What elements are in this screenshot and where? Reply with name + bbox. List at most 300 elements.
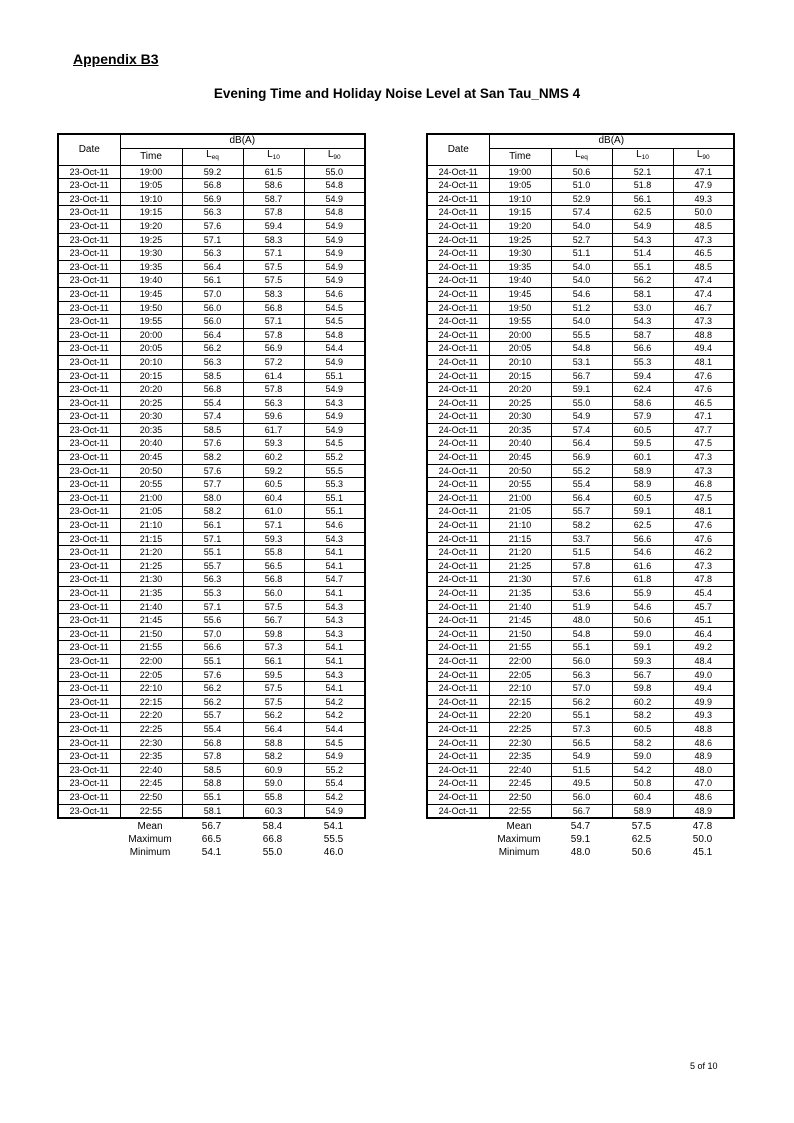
cell-leq: 58.2 [182,505,243,519]
cell-l90: 48.9 [673,804,734,818]
cell-l10: 61.6 [612,559,673,573]
cell-date: 24-Oct-11 [427,179,489,193]
cell-l10: 59.0 [243,777,304,791]
cell-l90: 54.2 [304,709,365,723]
table-row [427,165,734,179]
cell-l10: 59.6 [243,410,304,424]
cell-l90: 54.7 [304,573,365,587]
cell-time: 21:00 [489,491,551,505]
cell-time: 19:45 [489,287,551,301]
cell-l10: 59.3 [243,437,304,451]
cell-l10: 59.5 [243,668,304,682]
cell-leq: 58.5 [182,423,243,437]
cell-l90: 54.9 [304,423,365,437]
cell-time: 22:10 [489,682,551,696]
table-row [427,546,734,560]
cell-date: 24-Oct-11 [427,804,489,818]
cell-date: 24-Oct-11 [427,505,489,519]
table-row [427,369,734,383]
cell-leq: 56.7 [551,804,612,818]
cell-time: 21:20 [120,546,182,560]
cell-leq: 56.3 [551,668,612,682]
table-row [58,587,365,601]
cell-l90: 54.5 [304,315,365,329]
cell-leq: 54.0 [551,260,612,274]
cell-l10: 57.1 [243,315,304,329]
cell-leq: 53.7 [551,532,612,546]
cell-l90: 49.0 [673,668,734,682]
cell-l90: 46.5 [673,247,734,261]
cell-date: 23-Oct-11 [58,464,120,478]
cell-date: 23-Oct-11 [58,600,120,614]
stat-row-mean [426,820,735,833]
cell-leq: 58.0 [182,491,243,505]
cell-date: 24-Oct-11 [427,464,489,478]
cell-leq: 56.0 [182,315,243,329]
cell-time: 20:20 [489,383,551,397]
cell-time: 21:45 [120,614,182,628]
cell-l90: 54.9 [304,233,365,247]
stat-leq: 66.5 [201,834,222,846]
cell-time: 21:00 [120,491,182,505]
cell-time: 22:30 [120,736,182,750]
summary-statistics [57,820,366,859]
cell-date: 24-Oct-11 [427,682,489,696]
cell-leq: 51.1 [551,247,612,261]
column-header-l90 [304,149,365,166]
cell-leq: 56.1 [182,274,243,288]
cell-l10: 52.1 [612,165,673,179]
stat-leq: 59.1 [570,834,591,846]
cell-time: 22:40 [489,763,551,777]
cell-date: 23-Oct-11 [58,790,120,804]
cell-time: 19:20 [489,219,551,233]
cell-leq: 55.7 [551,505,612,519]
stat-l90: 45.1 [692,847,713,859]
cell-time: 19:00 [120,165,182,179]
cell-date: 23-Oct-11 [58,614,120,628]
table-row [58,451,365,465]
cell-l10: 58.7 [612,328,673,342]
cell-leq: 58.1 [182,804,243,818]
table-row [58,478,365,492]
cell-leq: 55.5 [551,328,612,342]
cell-date: 23-Oct-11 [58,192,120,206]
leq-subscript: eq [580,154,588,161]
stat-spacer [426,846,488,859]
cell-l90: 54.1 [304,546,365,560]
cell-l90: 46.2 [673,546,734,560]
stat-leq: 54.7 [570,821,591,833]
cell-l90: 55.1 [304,505,365,519]
cell-l10: 58.3 [243,287,304,301]
table-row [58,682,365,696]
leq-subscript: eq [211,154,219,161]
cell-date: 23-Oct-11 [58,763,120,777]
table-row [58,573,365,587]
cell-time: 20:15 [489,369,551,383]
cell-l90: 55.0 [304,165,365,179]
cell-date: 23-Oct-11 [58,491,120,505]
cell-time: 22:15 [120,695,182,709]
cell-date: 24-Oct-11 [427,532,489,546]
cell-date: 24-Oct-11 [427,396,489,410]
cell-l10: 58.3 [243,233,304,247]
stat-spacer [57,846,119,859]
cell-l10: 56.1 [243,654,304,668]
cell-l10: 61.4 [243,369,304,383]
cell-leq: 56.1 [182,519,243,533]
stat-l90: 50.0 [692,834,713,846]
cell-time: 21:40 [489,600,551,614]
cell-date: 23-Oct-11 [58,355,120,369]
cell-time: 20:45 [489,451,551,465]
cell-time: 19:15 [120,206,182,220]
noise-table-23-oct [57,133,366,859]
stat-leq: 56.7 [201,821,222,833]
cell-date: 24-Oct-11 [427,763,489,777]
table-row [58,233,365,247]
cell-l90: 54.5 [304,736,365,750]
cell-time: 21:25 [120,559,182,573]
cell-l90: 54.4 [304,342,365,356]
cell-l10: 57.5 [243,600,304,614]
cell-l90: 54.2 [304,695,365,709]
cell-leq: 57.1 [182,532,243,546]
stat-row-minimum [426,846,735,859]
cell-l10: 60.2 [243,451,304,465]
cell-l90: 54.9 [304,192,365,206]
cell-date: 23-Oct-11 [58,423,120,437]
cell-l90: 55.2 [304,451,365,465]
table-row [427,695,734,709]
cell-l90: 54.6 [304,287,365,301]
l-prefix: L [636,149,642,160]
cell-leq: 54.0 [551,274,612,288]
table-row [427,614,734,628]
table-row [58,396,365,410]
cell-leq: 57.0 [182,287,243,301]
cell-l10: 56.1 [612,192,673,206]
column-header-l10 [612,149,673,166]
cell-time: 21:10 [120,519,182,533]
stat-label: Maximum [128,834,172,846]
cell-l10: 58.9 [612,804,673,818]
cell-leq: 57.4 [182,410,243,424]
column-header-date: Date [427,134,489,165]
cell-l10: 57.8 [243,383,304,397]
cell-leq: 54.0 [551,315,612,329]
cell-leq: 55.4 [551,478,612,492]
appendix-heading: Appendix B3 [73,51,159,67]
cell-date: 23-Oct-11 [58,668,120,682]
cell-l10: 56.7 [243,614,304,628]
cell-l10: 62.5 [612,519,673,533]
cell-date: 24-Oct-11 [427,587,489,601]
cell-date: 23-Oct-11 [58,709,120,723]
table-row [427,559,734,573]
table-row [427,437,734,451]
cell-leq: 55.1 [182,654,243,668]
table-row [427,641,734,655]
cell-date: 24-Oct-11 [427,369,489,383]
cell-l90: 49.3 [673,192,734,206]
cell-leq: 55.3 [182,587,243,601]
cell-l90: 54.1 [304,682,365,696]
stat-l10: 66.8 [262,834,283,846]
cell-l90: 45.7 [673,600,734,614]
cell-leq: 56.9 [551,451,612,465]
cell-date: 23-Oct-11 [58,736,120,750]
cell-l10: 58.7 [243,192,304,206]
cell-l10: 59.8 [243,627,304,641]
stat-l90: 54.1 [323,821,344,833]
cell-l10: 54.3 [612,233,673,247]
table-row [58,532,365,546]
cell-l10: 59.4 [612,369,673,383]
cell-leq: 57.0 [551,682,612,696]
table-row [58,641,365,655]
cell-l10: 54.2 [612,763,673,777]
cell-leq: 56.8 [182,736,243,750]
cell-l10: 54.6 [612,546,673,560]
summary-statistics [426,820,735,859]
cell-time: 22:25 [120,722,182,736]
cell-l90: 46.5 [673,396,734,410]
table-row [58,274,365,288]
table-row [427,396,734,410]
column-header-l10 [243,149,304,166]
cell-time: 21:45 [489,614,551,628]
cell-l10: 62.5 [612,206,673,220]
cell-l10: 60.5 [243,478,304,492]
cell-l90: 48.1 [673,505,734,519]
cell-leq: 55.0 [551,396,612,410]
cell-time: 20:25 [120,396,182,410]
cell-leq: 57.4 [551,206,612,220]
cell-l10: 59.0 [612,750,673,764]
cell-date: 23-Oct-11 [58,641,120,655]
stat-l90: 47.8 [692,821,713,833]
cell-time: 21:55 [120,641,182,655]
document-title: Evening Time and Holiday Noise Level at San Tau_NMS 4 [213,86,581,101]
stat-label: Minimum [498,847,540,859]
cell-time: 22:55 [120,804,182,818]
cell-l10: 56.4 [243,722,304,736]
column-header-unit: dB(A) [489,134,734,149]
table-row [58,301,365,315]
table-row [427,423,734,437]
table-row [58,600,365,614]
cell-l90: 48.8 [673,328,734,342]
cell-l10: 60.5 [612,722,673,736]
cell-l10: 58.2 [612,736,673,750]
table-body [58,165,365,818]
cell-l90: 47.0 [673,777,734,791]
cell-time: 21:50 [489,627,551,641]
cell-l90: 54.9 [304,383,365,397]
table-row [58,355,365,369]
table-row [58,790,365,804]
cell-date: 24-Oct-11 [427,192,489,206]
cell-date: 24-Oct-11 [427,546,489,560]
cell-date: 23-Oct-11 [58,451,120,465]
l-prefix: L [267,149,273,160]
cell-leq: 54.8 [551,627,612,641]
cell-date: 24-Oct-11 [427,355,489,369]
stat-spacer [426,833,488,846]
l-prefix: L [696,149,703,160]
cell-l10: 60.5 [612,423,673,437]
cell-leq: 55.1 [551,641,612,655]
stat-label: Minimum [129,847,171,859]
page-number: 5 of 10 [690,1061,718,1071]
cell-date: 23-Oct-11 [58,179,120,193]
table-row [427,722,734,736]
table-row [427,573,734,587]
cell-time: 22:45 [120,777,182,791]
table-row [58,668,365,682]
cell-date: 24-Oct-11 [427,451,489,465]
cell-l10: 58.2 [612,709,673,723]
cell-time: 22:35 [120,750,182,764]
cell-l10: 60.2 [612,695,673,709]
cell-date: 23-Oct-11 [58,369,120,383]
cell-time: 19:40 [120,274,182,288]
cell-time: 19:25 [489,233,551,247]
cell-l10: 60.9 [243,763,304,777]
cell-l90: 55.4 [304,777,365,791]
cell-l90: 54.9 [304,355,365,369]
cell-l90: 47.9 [673,179,734,193]
cell-date: 23-Oct-11 [58,315,120,329]
cell-time: 19:55 [489,315,551,329]
cell-time: 21:15 [489,532,551,546]
noise-table-24-oct [426,133,735,859]
cell-leq: 55.7 [182,709,243,723]
table-row [58,342,365,356]
stat-row-maximum [57,833,366,846]
cell-date: 24-Oct-11 [427,722,489,736]
cell-l90: 54.8 [304,206,365,220]
cell-leq: 57.6 [551,573,612,587]
cell-l90: 47.6 [673,519,734,533]
column-header-unit: dB(A) [120,134,365,149]
table-row [58,546,365,560]
cell-l10: 54.3 [612,315,673,329]
cell-l90: 49.2 [673,641,734,655]
cell-l90: 54.9 [304,274,365,288]
cell-date: 23-Oct-11 [58,505,120,519]
table-row [58,437,365,451]
cell-l10: 58.6 [612,396,673,410]
table-row [427,383,734,397]
cell-leq: 51.5 [551,546,612,560]
cell-l10: 57.1 [243,519,304,533]
cell-date: 23-Oct-11 [58,206,120,220]
cell-date: 23-Oct-11 [58,165,120,179]
cell-l10: 57.2 [243,355,304,369]
cell-date: 24-Oct-11 [427,491,489,505]
cell-l10: 59.4 [243,219,304,233]
table-row [58,559,365,573]
cell-date: 24-Oct-11 [427,641,489,655]
cell-leq: 51.0 [551,179,612,193]
column-header-leq [182,149,243,166]
cell-leq: 55.4 [182,396,243,410]
table-row [58,777,365,791]
cell-time: 19:00 [489,165,551,179]
cell-l10: 59.1 [612,505,673,519]
stat-row-maximum [426,833,735,846]
cell-l10: 53.0 [612,301,673,315]
cell-l10: 54.9 [612,219,673,233]
cell-leq: 54.9 [551,750,612,764]
cell-l10: 55.9 [612,587,673,601]
cell-l90: 49.3 [673,709,734,723]
cell-time: 20:00 [489,328,551,342]
cell-l90: 54.2 [304,790,365,804]
table-row [58,654,365,668]
cell-date: 24-Oct-11 [427,695,489,709]
cell-leq: 58.8 [182,777,243,791]
cell-time: 22:55 [489,804,551,818]
table-row [427,179,734,193]
table-row [427,587,734,601]
cell-leq: 51.2 [551,301,612,315]
cell-date: 24-Oct-11 [427,709,489,723]
cell-l10: 55.8 [243,790,304,804]
cell-l90: 54.5 [304,437,365,451]
cell-leq: 52.7 [551,233,612,247]
cell-l90: 54.4 [304,722,365,736]
table-row [427,668,734,682]
cell-leq: 56.2 [182,695,243,709]
cell-l10: 61.7 [243,423,304,437]
cell-leq: 52.9 [551,192,612,206]
cell-time: 22:35 [489,750,551,764]
cell-leq: 48.0 [551,614,612,628]
cell-leq: 57.4 [551,423,612,437]
cell-leq: 53.1 [551,355,612,369]
cell-l10: 58.9 [612,478,673,492]
cell-time: 22:40 [120,763,182,777]
cell-date: 24-Oct-11 [427,260,489,274]
cell-l90: 49.9 [673,695,734,709]
table-row [427,654,734,668]
cell-time: 19:30 [120,247,182,261]
cell-time: 19:15 [489,206,551,220]
cell-l10: 56.5 [243,559,304,573]
cell-leq: 55.1 [182,790,243,804]
table-row [58,192,365,206]
cell-time: 20:35 [489,423,551,437]
cell-date: 23-Oct-11 [58,437,120,451]
cell-date: 23-Oct-11 [58,519,120,533]
cell-leq: 59.1 [551,383,612,397]
cell-date: 23-Oct-11 [58,573,120,587]
cell-date: 24-Oct-11 [427,600,489,614]
cell-date: 24-Oct-11 [427,301,489,315]
stat-label: Mean [137,821,163,833]
table-row [58,804,365,818]
cell-leq: 56.5 [551,736,612,750]
cell-leq: 57.6 [182,668,243,682]
cell-l10: 59.5 [612,437,673,451]
cell-leq: 58.2 [182,451,243,465]
cell-time: 20:50 [489,464,551,478]
cell-time: 22:00 [489,654,551,668]
